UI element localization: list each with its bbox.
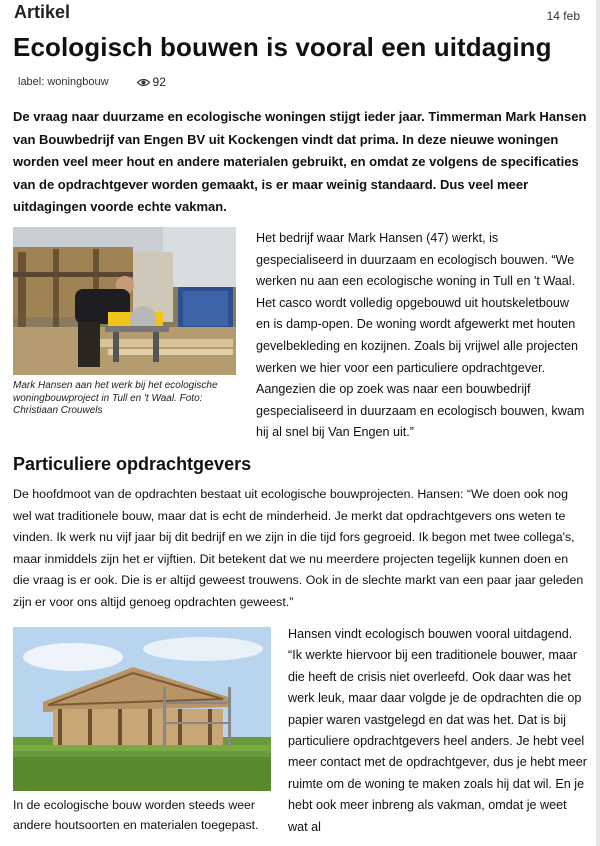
- subheading: Particuliere opdrachtgevers: [13, 454, 252, 474]
- photo-caption-1: Mark Hansen aan het werk bij het ecologische woningbouwproject in Tull en 't Waal. Foto: Christiaan Crouwels: [13, 380, 218, 416]
- paragraph-1: Het bedrijf waar Mark Hansen (47) werkt, is gespecialiseerd in duurzaam en ecologisch bouwen. “We werken nu aan een ecologische woning in Tull en 't Waal. Het casco wordt volledig opgebouwd uit houtskeletbouw en is damp-open. De woning wordt afgewerkt met houten gevelbekleding en kozijnen. Zoals bij vrijwel alle projecten werken we hier voor een particuliere opdrachtgever. Aangezien die op zoek was naar een bouwbedrijf gespecialiseerd in duurzaam en ecologisch bouwen, kwam hij al snel bij Van Engen uit.”: [256, 231, 585, 440]
- eye-icon: [137, 78, 150, 87]
- label-tag[interactable]: label: woningbouw: [18, 76, 109, 88]
- paragraph-3: Hansen vindt ecologisch bouwen vooral uitdagend. “Ik werkte hiervoor bij een traditionele bouwer, maar die heeft de crisis niet overleefd. Ook daar was het werk leuk, maar daar volgde je de opdrachten die op papier waren vastgelegd en dat was het. Dat is bij particuliere opdrachtgevers heel anders. Je hebt veel meer contact met de opdrachtgever, dus je hebt meer ruimte om de woning te maken zoals hij dat wil. En je hebt ook meer inbreng als vakman, omdat je weet wat al: [288, 627, 587, 834]
- scrollbar[interactable]: [596, 0, 600, 846]
- photo-carpenter-at-work: [13, 227, 236, 375]
- section-label: Artikel: [14, 2, 71, 22]
- article-meta: [18, 75, 166, 89]
- view-count: [137, 75, 166, 89]
- view-count-value: 92: [152, 75, 166, 89]
- paragraph-2: De hoofdmoot van de opdrachten bestaat uit ecologische bouwprojecten. Hansen: “We doen ook nog wel wat traditionele bouw, maar dat is echt de minderheid. Je merkt dat opdrachtgevers ons weten te vinden. Ik werk nu vijf jaar bij dit bedrijf en we zijn in die tijd fors gegroeid. Ik begon met twee collega's, maar inmiddels zijn het er vijftien. Dit betekent dat we nu meerdere projecten tegelijk kunnen doen en die vraag is er ook. Die is er altijd geweest trouwens. Ook in de slechte markt van een paar jaar geleden zijn er voor ons altijd genoeg opdrachten geweest.”: [13, 487, 584, 609]
- photo-caption-2: In de ecologische bouw worden steeds weer andere houtsoorten en materialen toegepast.: [13, 798, 259, 832]
- article-intro: De vraag naar duurzame en ecologische woningen stijgt ieder jaar. Timmerman Mark Hansen van Bouwbedrijf van Engen BV uit Kockengen vindt dat prima. In deze nieuwe woningen worden veel meer hout en andere materialen gebruikt, en omdat ze volgens de specificaties van de opdrachtgever worden gemaakt, is er maar weinig standaard. Dus veel meer uitdagingen voorde echte vakman.: [13, 109, 587, 214]
- article-title: Ecologisch bouwen is vooral een uitdaging: [13, 32, 552, 62]
- photo-wooden-house-frame: [13, 627, 271, 791]
- publish-date: 14 feb: [546, 9, 580, 23]
